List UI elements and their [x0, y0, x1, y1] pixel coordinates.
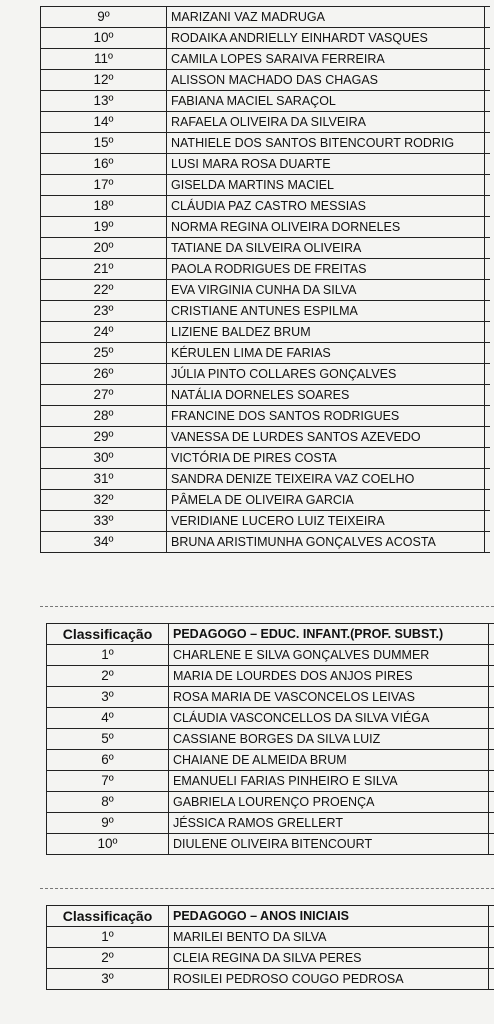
table-row [41, 448, 491, 469]
rank-cell: 13º [41, 91, 167, 112]
candidate-name-cell: VICTÓRIA DE PIRES COSTA [167, 448, 485, 469]
rank-cell: 31º [41, 469, 167, 490]
table-row [41, 154, 491, 175]
rank-cell: 25º [41, 343, 167, 364]
rank-cell: 16º [41, 154, 167, 175]
table-row [47, 750, 494, 771]
table-row [47, 729, 494, 750]
ranking-table-body [41, 7, 491, 553]
table-row [41, 490, 491, 511]
ranking-table-pedagogo-anos-iniciais [46, 905, 494, 990]
candidate-name-cell: CLÁUDIA VASCONCELLOS DA SILVA VIÉGA [169, 708, 489, 729]
table-row [47, 792, 494, 813]
rank-cell: 34º [41, 532, 167, 553]
candidate-name-cell: CAMILA LOPES SARAIVA FERREIRA [167, 49, 485, 70]
rank-cell: 3º [47, 687, 169, 708]
ranking-table-pedagogo-educ-infantil [46, 623, 494, 855]
rank-cell: 20º [41, 238, 167, 259]
candidate-name-cell: GISELDA MARTINS MACIEL [167, 175, 485, 196]
candidate-name-cell: NORMA REGINA OLIVEIRA DORNELES [167, 217, 485, 238]
table-row [41, 385, 491, 406]
ranking-table-body [47, 927, 494, 990]
rank-cell: 12º [41, 70, 167, 91]
table-row [41, 49, 491, 70]
candidate-name-cell: BRUNA ARISTIMUNHA GONÇALVES ACOSTA [167, 532, 485, 553]
candidate-name-cell: LUSI MARA ROSA DUARTE [167, 154, 485, 175]
rank-cell: 28º [41, 406, 167, 427]
table-row [47, 771, 494, 792]
table-row [41, 364, 491, 385]
candidate-name-cell: LIZIENE BALDEZ BRUM [167, 322, 485, 343]
table-row [41, 217, 491, 238]
ranking-table-body [47, 645, 494, 855]
candidate-name-cell: ROSA MARIA DE VASCONCELOS LEIVAS [169, 687, 489, 708]
table-row [41, 91, 491, 112]
rank-cell: 17º [41, 175, 167, 196]
rank-cell: 2º [47, 666, 169, 687]
rank-cell: 19º [41, 217, 167, 238]
candidate-name-cell: NATÁLIA DORNELES SOARES [167, 385, 485, 406]
candidate-name-cell: MARILEI BENTO DA SILVA [169, 927, 489, 948]
candidate-name-cell: FABIANA MACIEL SARAÇOL [167, 91, 485, 112]
table-row [41, 70, 491, 91]
candidate-name-cell: ROSILEI PEDROSO COUGO PEDROSA [169, 969, 489, 990]
candidate-name-cell: TATIANE DA SILVEIRA OLIVEIRA [167, 238, 485, 259]
column-header-cargo: PEDAGOGO – EDUC. INFANT.(PROF. SUBST.) [169, 624, 489, 645]
rank-cell: 14º [41, 112, 167, 133]
candidate-name-cell: MARIA DE LOURDES DOS ANJOS PIRES [169, 666, 489, 687]
candidate-name-cell: FRANCINE DOS SANTOS RODRIGUES [167, 406, 485, 427]
rank-cell: 8º [47, 792, 169, 813]
rank-cell: 10º [47, 834, 169, 855]
candidate-name-cell: CHARLENE E SILVA GONÇALVES DUMMER [169, 645, 489, 666]
table-row [41, 406, 491, 427]
candidate-name-cell: DIULENE OLIVEIRA BITENCOURT [169, 834, 489, 855]
table-row [47, 948, 494, 969]
table-header-row [47, 624, 494, 645]
rank-cell: 3º [47, 969, 169, 990]
rank-cell: 30º [41, 448, 167, 469]
table-row [41, 7, 491, 28]
rank-cell: 27º [41, 385, 167, 406]
candidate-name-cell: EVA VIRGINIA CUNHA DA SILVA [167, 280, 485, 301]
table-row [41, 322, 491, 343]
column-header-classificacao: Classificação [47, 624, 169, 645]
rank-cell: 1º [47, 927, 169, 948]
candidate-name-cell: EMANUELI FARIAS PINHEIRO E SILVA [169, 771, 489, 792]
candidate-name-cell: ALISSON MACHADO DAS CHAGAS [167, 70, 485, 91]
candidate-name-cell: NATHIELE DOS SANTOS BITENCOURT RODRIG [167, 133, 485, 154]
table-row [41, 511, 491, 532]
table-row [41, 301, 491, 322]
table-row [41, 280, 491, 301]
table-row [41, 532, 491, 553]
rank-cell: 15º [41, 133, 167, 154]
rank-cell: 33º [41, 511, 167, 532]
page-separator [40, 888, 494, 889]
column-header-cargo: PEDAGOGO – ANOS INICIAIS [169, 906, 489, 927]
candidate-name-cell: RODAIKA ANDRIELLY EINHARDT VASQUES [167, 28, 485, 49]
candidate-name-cell: VERIDIANE LUCERO LUIZ TEIXEIRA [167, 511, 485, 532]
rank-cell: 29º [41, 427, 167, 448]
candidate-name-cell: SANDRA DENIZE TEIXEIRA VAZ COELHO [167, 469, 485, 490]
rank-cell: 1º [47, 645, 169, 666]
rank-cell: 7º [47, 771, 169, 792]
rank-cell: 21º [41, 259, 167, 280]
table-row [47, 969, 494, 990]
rank-cell: 26º [41, 364, 167, 385]
candidate-name-cell: KÉRULEN LIMA DE FARIAS [167, 343, 485, 364]
table-row [47, 687, 494, 708]
candidate-name-cell: JÉSSICA RAMOS GRELLERT [169, 813, 489, 834]
table-row [41, 259, 491, 280]
rank-cell: 22º [41, 280, 167, 301]
rank-cell: 32º [41, 490, 167, 511]
candidate-name-cell: CHAIANE DE ALMEIDA BRUM [169, 750, 489, 771]
table-row [47, 666, 494, 687]
table-row [47, 708, 494, 729]
rank-cell: 18º [41, 196, 167, 217]
table-row [47, 927, 494, 948]
rank-cell: 24º [41, 322, 167, 343]
candidate-name-cell: VANESSA DE LURDES SANTOS AZEVEDO [167, 427, 485, 448]
rank-cell: 5º [47, 729, 169, 750]
table-row [41, 469, 491, 490]
table-header-row [47, 906, 494, 927]
page-separator [40, 606, 494, 607]
ranking-table-continued [40, 6, 490, 553]
table-row [41, 175, 491, 196]
table-row [47, 645, 494, 666]
candidate-name-cell: JÚLIA PINTO COLLARES GONÇALVES [167, 364, 485, 385]
table-row [41, 133, 491, 154]
candidate-name-cell: MARIZANI VAZ MADRUGA [167, 7, 485, 28]
rank-cell: 23º [41, 301, 167, 322]
candidate-name-cell: CLÁUDIA PAZ CASTRO MESSIAS [167, 196, 485, 217]
rank-cell: 9º [47, 813, 169, 834]
candidate-name-cell: CLEIA REGINA DA SILVA PERES [169, 948, 489, 969]
candidate-name-cell: PÂMELA DE OLIVEIRA GARCIA [167, 490, 485, 511]
rank-cell: 4º [47, 708, 169, 729]
rank-cell: 6º [47, 750, 169, 771]
candidate-name-cell: PAOLA RODRIGUES DE FREITAS [167, 259, 485, 280]
table-row [41, 196, 491, 217]
table-row [41, 427, 491, 448]
candidate-name-cell: CRISTIANE ANTUNES ESPILMA [167, 301, 485, 322]
table-row [47, 813, 494, 834]
table-row [47, 834, 494, 855]
candidate-name-cell: RAFAELA OLIVEIRA DA SILVEIRA [167, 112, 485, 133]
column-header-classificacao: Classificação [47, 906, 169, 927]
table-row [41, 238, 491, 259]
table-row [41, 112, 491, 133]
table-row [41, 343, 491, 364]
table-row [41, 28, 491, 49]
rank-cell: 10º [41, 28, 167, 49]
candidate-name-cell: GABRIELA LOURENÇO PROENÇA [169, 792, 489, 813]
rank-cell: 2º [47, 948, 169, 969]
rank-cell: 11º [41, 49, 167, 70]
rank-cell: 9º [41, 7, 167, 28]
candidate-name-cell: CASSIANE BORGES DA SILVA LUIZ [169, 729, 489, 750]
